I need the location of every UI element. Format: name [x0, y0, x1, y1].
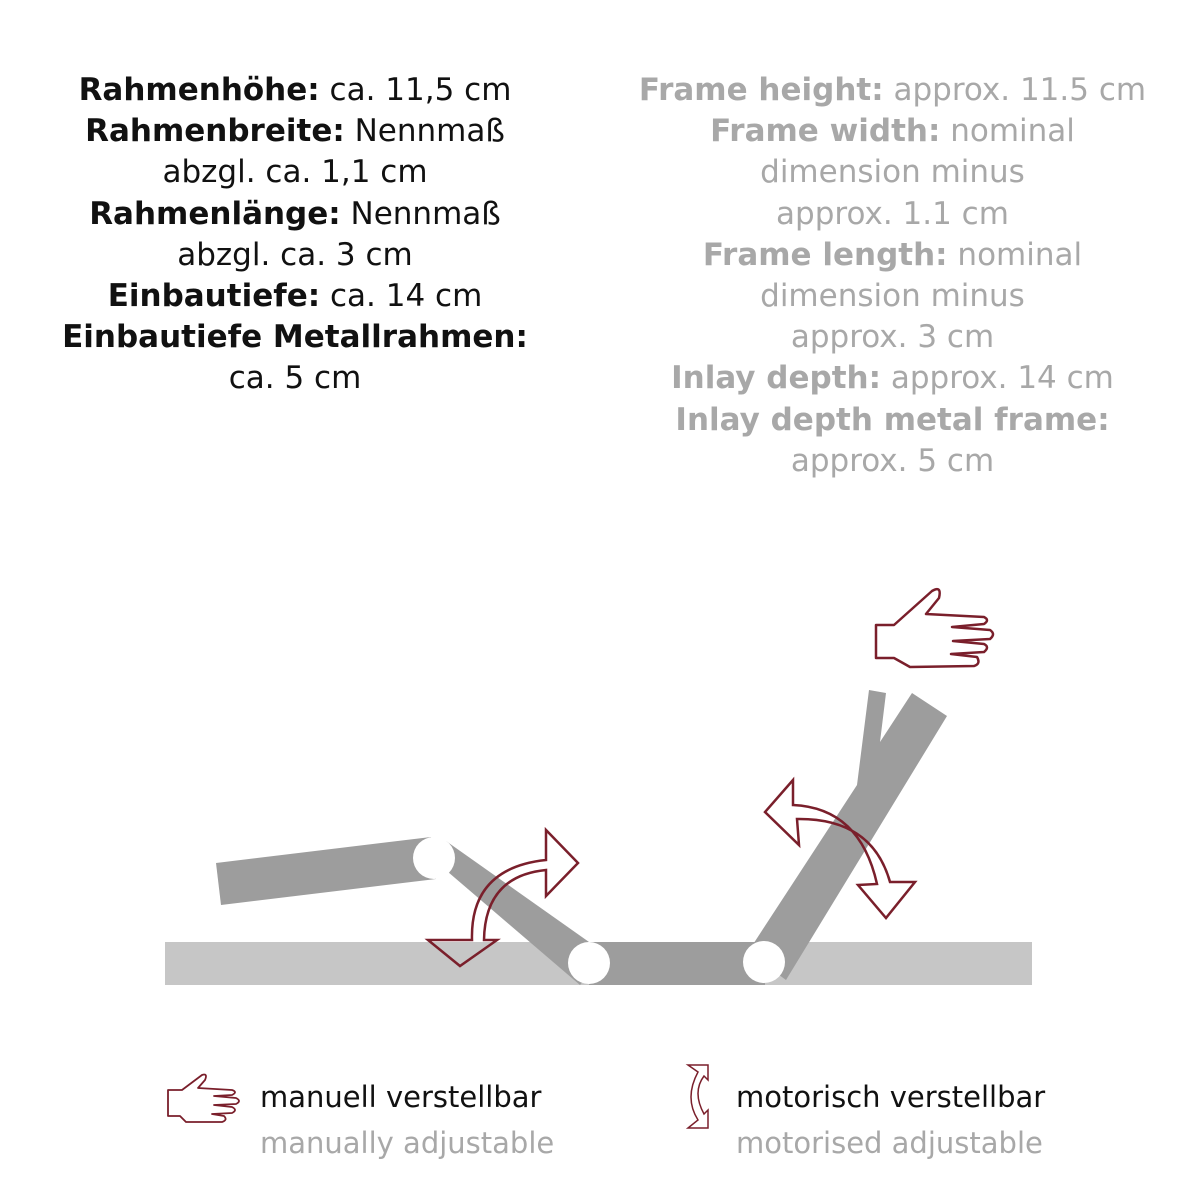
- back-section: [748, 690, 947, 980]
- middle-section: [589, 942, 765, 985]
- spec-line: ca. 5 cm: [228, 360, 362, 397]
- spec-line: Frame width: nominal: [710, 113, 1075, 150]
- spec-line: approx. 3 cm: [790, 319, 995, 356]
- spec-line: Inlay depth metal frame:: [675, 401, 1110, 438]
- hand-icon: [876, 589, 993, 667]
- hand-icon: [160, 1070, 244, 1130]
- spec-line: Einbautiefe: ca. 14 cm: [107, 278, 483, 315]
- spec-line: Inlay depth: approx. 14 cm: [671, 360, 1114, 397]
- spec-line: Rahmenbreite: Nennmaß: [85, 113, 505, 150]
- joint-mid-left: [568, 942, 610, 984]
- legend-motor-de: motorisch verstellbar: [736, 1080, 1046, 1114]
- spec-line: dimension minus: [760, 154, 1025, 191]
- spec-line: abzgl. ca. 1,1 cm: [162, 154, 428, 191]
- joint-mid-right: [743, 941, 785, 983]
- spec-line: Frame length: nominal: [702, 236, 1083, 273]
- leg-section: [216, 837, 436, 905]
- spec-line: Rahmenhöhe: ca. 11,5 cm: [78, 72, 512, 108]
- legend-manual-en: manually adjustable: [260, 1126, 555, 1160]
- spec-line: approx. 5 cm: [790, 442, 995, 479]
- joint-knee: [413, 837, 455, 879]
- spec-line: Rahmenlänge: Nennmaß: [89, 195, 501, 232]
- curved-double-arrow-icon: [680, 1062, 720, 1132]
- spec-line: approx. 1.1 cm: [776, 195, 1009, 232]
- spec-line: abzgl. ca. 3 cm: [177, 236, 413, 273]
- spec-line: Frame height: approx. 11.5 cm: [638, 72, 1147, 108]
- legend-manual-de: manuell verstellbar: [260, 1080, 542, 1114]
- legend-motor-en: motorised adjustable: [736, 1126, 1043, 1160]
- spec-line: Einbautiefe Metallrahmen:: [62, 319, 528, 356]
- spec-line: dimension minus: [760, 278, 1025, 315]
